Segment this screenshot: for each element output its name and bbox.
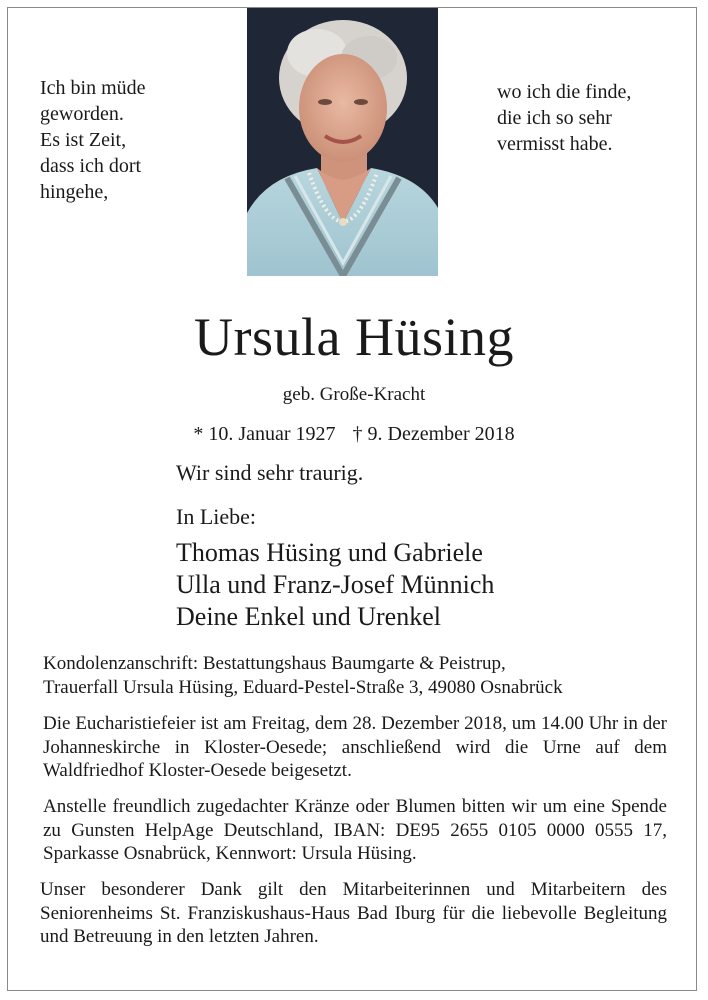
poem-left xyxy=(40,75,146,205)
family-member: Ulla und Franz-Josef Münnich xyxy=(176,570,495,599)
maiden-name: geb. Große-Kracht xyxy=(282,384,426,405)
portrait-photo xyxy=(247,8,438,276)
poem-line: wo ich die finde, xyxy=(497,81,632,103)
poem-line: dass ich dort xyxy=(40,155,142,177)
birth-date: * 10. Januar 1927 xyxy=(193,423,336,445)
family-member: Thomas Hüsing und Gabriele xyxy=(176,538,483,567)
poem-line: Es ist Zeit, xyxy=(40,129,127,151)
thanks-notice: Unser besonderer Dank gilt den Mitarbeiterinnen und Mitarbeitern des Seniorenheims St. Franziskushaus-Haus Bad Iburg für die liebevolle Begleitung und Betreuung in den letzten Jahren. xyxy=(40,879,667,947)
poem-line: hingehe, xyxy=(40,181,109,203)
poem-line: Ich bin müde xyxy=(40,77,146,99)
condolence-line: Kondolenzanschrift: Bestattungshaus Baumgarte & Peistrup, xyxy=(43,653,506,674)
sentiment: Wir sind sehr traurig. xyxy=(176,460,364,485)
life-dates xyxy=(0,421,708,447)
family-list xyxy=(176,537,494,633)
poem-line: vermisst habe. xyxy=(497,133,613,155)
donation-notice: Anstelle freundlich zugedachter Kränze oder Blumen bitten wir um eine Spende zu Gunsten HelpAge Deutschland, IBAN: DE95 2655 0105 0000 0555 17, Sparkasse Osnabrück, Kennwort: Ursula Hüsing. xyxy=(43,796,667,864)
poem-line: die ich so sehr xyxy=(497,107,612,129)
death-date: † 9. Dezember 2018 xyxy=(352,423,515,445)
deceased-name: Ursula Hüsing xyxy=(194,307,514,367)
condolence-line: Trauerfall Ursula Hüsing, Eduard-Pestel-Straße 3, 49080 Osnabrück xyxy=(43,676,563,698)
family-member: Deine Enkel und Urenkel xyxy=(176,602,441,631)
mass-notice: Die Eucharistiefeier ist am Freitag, dem 28. Dezember 2018, um 14.00 Uhr in der Johanneskirche in Kloster-Oesede; anschließend wird die Urne auf dem Waldfriedhof Kloster-Oesede beigesetzt. xyxy=(43,713,667,781)
poem-right xyxy=(497,79,631,157)
condolence-address xyxy=(43,652,667,699)
poem-line: geworden. xyxy=(40,103,124,125)
love-intro: In Liebe: xyxy=(176,504,257,529)
